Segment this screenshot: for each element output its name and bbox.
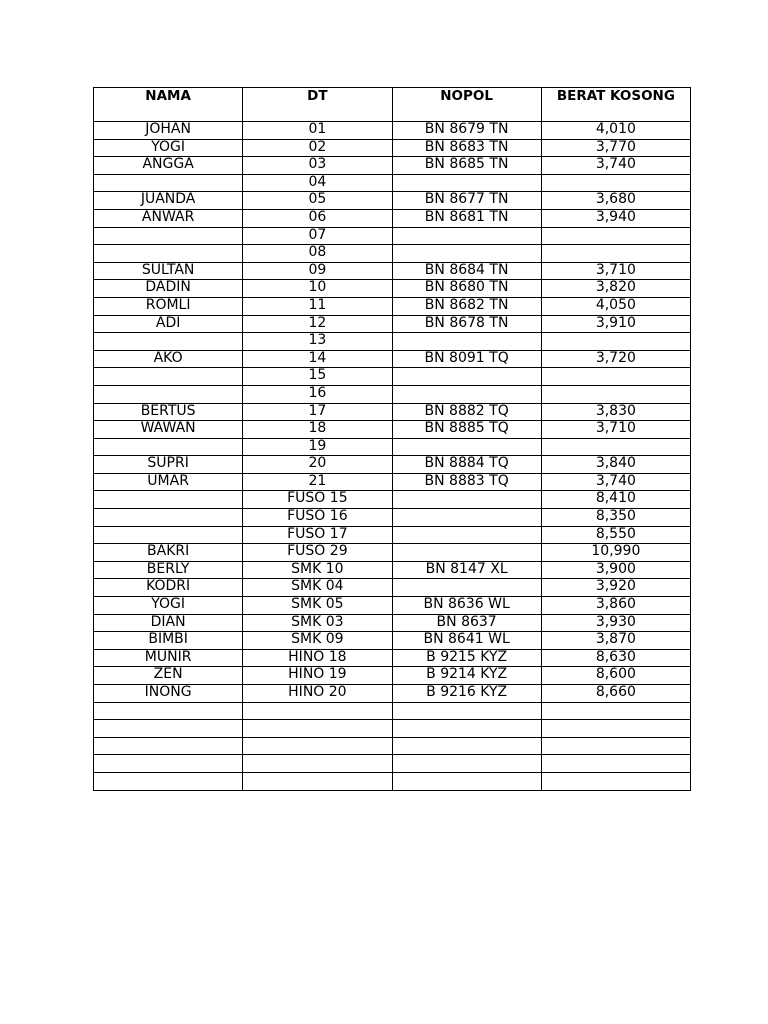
cell-dt: 01	[243, 122, 392, 140]
cell-nama: DIAN	[94, 614, 243, 632]
cell-dt: 11	[243, 297, 392, 315]
cell-berat-kosong: 8,660	[541, 685, 690, 703]
cell-berat-kosong	[541, 368, 690, 386]
cell-dt: HINO 20	[243, 685, 392, 703]
cell-dt	[243, 772, 392, 790]
cell-berat-kosong: 3,830	[541, 403, 690, 421]
cell-nopol: BN 8147 XL	[392, 561, 541, 579]
cell-nama: ZEN	[94, 667, 243, 685]
table-row	[94, 438, 691, 456]
table-row	[94, 262, 691, 280]
cell-dt: 06	[243, 209, 392, 227]
table-row	[94, 157, 691, 175]
table-row	[94, 755, 691, 773]
cell-dt: 05	[243, 192, 392, 210]
cell-nopol: BN 8882 TQ	[392, 403, 541, 421]
cell-nopol	[392, 720, 541, 738]
cell-nama	[94, 368, 243, 386]
cell-berat-kosong: 3,720	[541, 350, 690, 368]
cell-nama: WAWAN	[94, 421, 243, 439]
table-row	[94, 720, 691, 738]
table-row	[94, 685, 691, 703]
cell-dt: SMK 04	[243, 579, 392, 597]
cell-dt: 04	[243, 174, 392, 192]
cell-nama	[94, 737, 243, 755]
table-row	[94, 544, 691, 562]
cell-dt: 03	[243, 157, 392, 175]
cell-berat-kosong: 3,860	[541, 597, 690, 615]
table-row	[94, 509, 691, 527]
cell-berat-kosong	[541, 755, 690, 773]
cell-berat-kosong	[541, 772, 690, 790]
cell-berat-kosong	[541, 737, 690, 755]
table-row	[94, 473, 691, 491]
cell-dt: SMK 09	[243, 632, 392, 650]
table-row	[94, 403, 691, 421]
cell-nama: BERTUS	[94, 403, 243, 421]
cell-dt	[243, 720, 392, 738]
cell-nama: BIMBI	[94, 632, 243, 650]
cell-berat-kosong: 3,740	[541, 473, 690, 491]
cell-nama	[94, 720, 243, 738]
cell-nama	[94, 333, 243, 351]
header-dt: DT	[243, 88, 392, 122]
cell-dt: 19	[243, 438, 392, 456]
cell-nopol: BN 8683 TN	[392, 139, 541, 157]
cell-nopol: BN 8684 TN	[392, 262, 541, 280]
cell-dt: 09	[243, 262, 392, 280]
cell-nopol	[392, 579, 541, 597]
table-row	[94, 649, 691, 667]
table-row	[94, 192, 691, 210]
cell-berat-kosong: 3,930	[541, 614, 690, 632]
cell-dt: 17	[243, 403, 392, 421]
cell-nopol: BN 8678 TN	[392, 315, 541, 333]
cell-dt: HINO 18	[243, 649, 392, 667]
cell-nopol	[392, 544, 541, 562]
cell-nama: ANWAR	[94, 209, 243, 227]
table-body	[94, 122, 691, 791]
table-row	[94, 350, 691, 368]
cell-nama: SUPRI	[94, 456, 243, 474]
vehicle-weight-table	[93, 87, 691, 791]
cell-berat-kosong: 3,820	[541, 280, 690, 298]
cell-dt: HINO 19	[243, 667, 392, 685]
cell-dt	[243, 755, 392, 773]
cell-berat-kosong: 4,010	[541, 122, 690, 140]
cell-nama	[94, 702, 243, 720]
table-row	[94, 632, 691, 650]
cell-dt: SMK 10	[243, 561, 392, 579]
cell-berat-kosong: 3,870	[541, 632, 690, 650]
cell-berat-kosong	[541, 720, 690, 738]
cell-nopol	[392, 438, 541, 456]
cell-nama: SULTAN	[94, 262, 243, 280]
table-row	[94, 421, 691, 439]
cell-dt: 18	[243, 421, 392, 439]
cell-nopol: BN 8677 TN	[392, 192, 541, 210]
cell-nama: KODRI	[94, 579, 243, 597]
cell-nopol	[392, 174, 541, 192]
cell-dt: 10	[243, 280, 392, 298]
table-row	[94, 280, 691, 298]
cell-nopol	[392, 526, 541, 544]
cell-dt: 02	[243, 139, 392, 157]
cell-nopol	[392, 333, 541, 351]
table-row	[94, 491, 691, 509]
cell-nopol: BN 8681 TN	[392, 209, 541, 227]
table-row	[94, 122, 691, 140]
cell-dt: 13	[243, 333, 392, 351]
cell-dt: FUSO 29	[243, 544, 392, 562]
cell-nama	[94, 772, 243, 790]
cell-berat-kosong: 8,410	[541, 491, 690, 509]
cell-nopol: B 9214 KYZ	[392, 667, 541, 685]
table-row	[94, 667, 691, 685]
cell-nama: JUANDA	[94, 192, 243, 210]
cell-nama: BERLY	[94, 561, 243, 579]
cell-dt: 16	[243, 385, 392, 403]
cell-nopol: B 9215 KYZ	[392, 649, 541, 667]
cell-berat-kosong: 3,920	[541, 579, 690, 597]
cell-nama: ANGGA	[94, 157, 243, 175]
cell-berat-kosong: 3,710	[541, 421, 690, 439]
cell-nama: MUNIR	[94, 649, 243, 667]
cell-nama: YOGI	[94, 139, 243, 157]
cell-berat-kosong	[541, 227, 690, 245]
cell-dt: SMK 05	[243, 597, 392, 615]
table-row	[94, 297, 691, 315]
cell-nopol: BN 8091 TQ	[392, 350, 541, 368]
cell-berat-kosong	[541, 385, 690, 403]
table-row	[94, 597, 691, 615]
table-row	[94, 614, 691, 632]
cell-berat-kosong	[541, 245, 690, 263]
cell-nopol: B 9216 KYZ	[392, 685, 541, 703]
cell-berat-kosong: 8,350	[541, 509, 690, 527]
cell-nama: INONG	[94, 685, 243, 703]
cell-dt: 15	[243, 368, 392, 386]
cell-berat-kosong: 3,740	[541, 157, 690, 175]
cell-nopol	[392, 385, 541, 403]
cell-nopol	[392, 491, 541, 509]
header-nama: NAMA	[94, 88, 243, 122]
table-row	[94, 245, 691, 263]
table-row	[94, 227, 691, 245]
table-row	[94, 174, 691, 192]
table-row	[94, 561, 691, 579]
cell-nama	[94, 491, 243, 509]
cell-nama	[94, 174, 243, 192]
cell-dt: SMK 03	[243, 614, 392, 632]
cell-berat-kosong: 3,680	[541, 192, 690, 210]
cell-nama: YOGI	[94, 597, 243, 615]
cell-nama: ADI	[94, 315, 243, 333]
cell-nama: DADIN	[94, 280, 243, 298]
cell-dt: FUSO 15	[243, 491, 392, 509]
cell-nopol: BN 8682 TN	[392, 297, 541, 315]
table-row	[94, 772, 691, 790]
table-row	[94, 456, 691, 474]
cell-berat-kosong	[541, 702, 690, 720]
cell-berat-kosong: 10,990	[541, 544, 690, 562]
cell-nama	[94, 438, 243, 456]
cell-nopol: BN 8685 TN	[392, 157, 541, 175]
cell-nama	[94, 509, 243, 527]
cell-nopol	[392, 737, 541, 755]
cell-dt: 12	[243, 315, 392, 333]
cell-dt: 21	[243, 473, 392, 491]
cell-nopol	[392, 368, 541, 386]
cell-nama	[94, 526, 243, 544]
table-row	[94, 385, 691, 403]
cell-berat-kosong: 3,910	[541, 315, 690, 333]
cell-nopol	[392, 702, 541, 720]
cell-berat-kosong: 3,900	[541, 561, 690, 579]
cell-dt: 20	[243, 456, 392, 474]
cell-dt: FUSO 16	[243, 509, 392, 527]
cell-nama	[94, 755, 243, 773]
cell-nama: JOHAN	[94, 122, 243, 140]
cell-berat-kosong: 3,840	[541, 456, 690, 474]
cell-dt: 08	[243, 245, 392, 263]
header-row	[94, 88, 691, 122]
cell-nopol	[392, 227, 541, 245]
cell-nopol: BN 8680 TN	[392, 280, 541, 298]
cell-nopol	[392, 509, 541, 527]
cell-nopol: BN 8883 TQ	[392, 473, 541, 491]
cell-berat-kosong: 4,050	[541, 297, 690, 315]
table-row	[94, 368, 691, 386]
cell-berat-kosong	[541, 174, 690, 192]
cell-nopol: BN 8637	[392, 614, 541, 632]
cell-berat-kosong: 3,710	[541, 262, 690, 280]
cell-nopol: BN 8885 TQ	[392, 421, 541, 439]
table-row	[94, 209, 691, 227]
cell-nama: UMAR	[94, 473, 243, 491]
cell-berat-kosong	[541, 438, 690, 456]
cell-nopol: BN 8641 WL	[392, 632, 541, 650]
cell-nama	[94, 245, 243, 263]
table-row	[94, 526, 691, 544]
cell-berat-kosong: 8,550	[541, 526, 690, 544]
cell-dt	[243, 737, 392, 755]
cell-berat-kosong: 3,770	[541, 139, 690, 157]
header-berat-kosong: BERAT KOSONG	[541, 88, 690, 122]
cell-berat-kosong: 3,940	[541, 209, 690, 227]
table-row	[94, 139, 691, 157]
table-row	[94, 579, 691, 597]
cell-berat-kosong: 8,600	[541, 667, 690, 685]
table-row	[94, 702, 691, 720]
table-row	[94, 737, 691, 755]
cell-dt	[243, 702, 392, 720]
table-row	[94, 333, 691, 351]
table-header	[94, 88, 691, 122]
header-nopol: NOPOL	[392, 88, 541, 122]
cell-nopol: BN 8636 WL	[392, 597, 541, 615]
cell-berat-kosong	[541, 333, 690, 351]
cell-nama: AKO	[94, 350, 243, 368]
cell-dt: 14	[243, 350, 392, 368]
cell-nama	[94, 385, 243, 403]
cell-berat-kosong: 8,630	[541, 649, 690, 667]
cell-nopol: BN 8884 TQ	[392, 456, 541, 474]
cell-nopol	[392, 772, 541, 790]
cell-nama: BAKRI	[94, 544, 243, 562]
cell-nopol	[392, 755, 541, 773]
cell-nama	[94, 227, 243, 245]
cell-dt: 07	[243, 227, 392, 245]
cell-dt: FUSO 17	[243, 526, 392, 544]
cell-nopol	[392, 245, 541, 263]
cell-nama: ROMLI	[94, 297, 243, 315]
cell-nopol: BN 8679 TN	[392, 122, 541, 140]
table-row	[94, 315, 691, 333]
